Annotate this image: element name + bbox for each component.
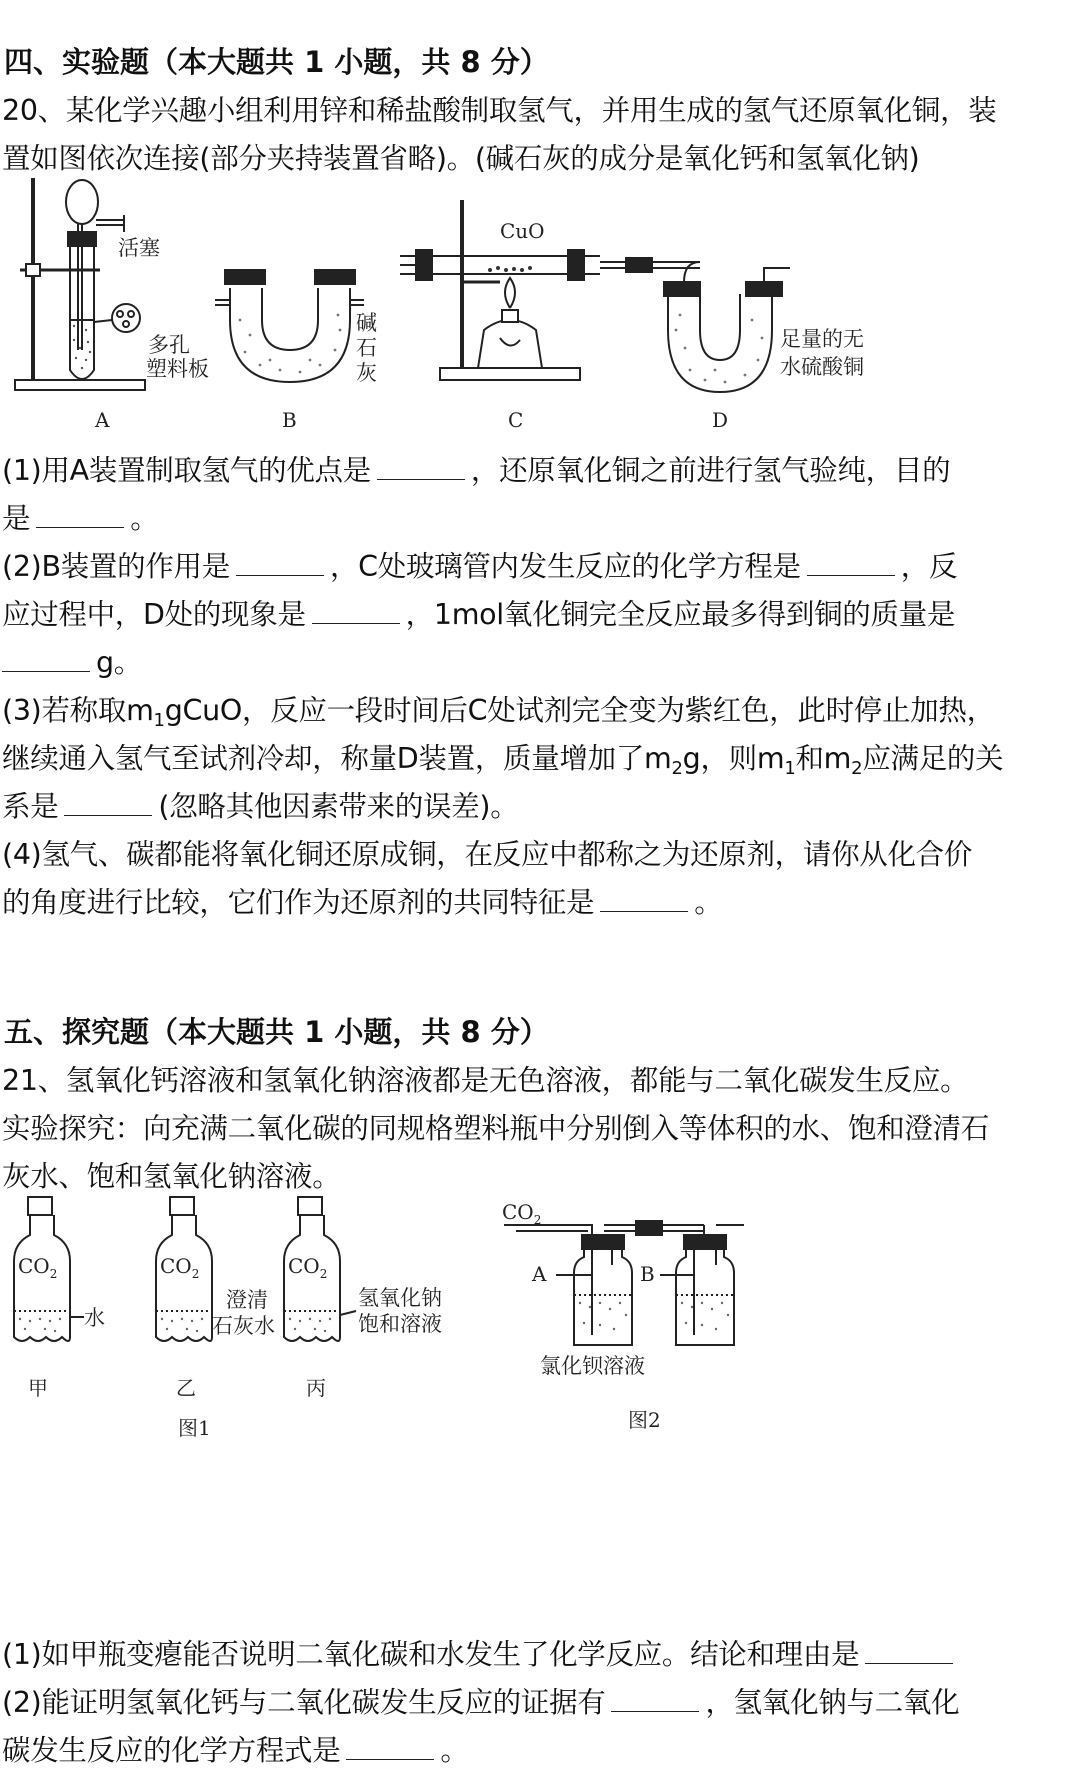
label-co2-yi: $CO_2$	[160, 1254, 200, 1281]
label-bottle-b: B	[640, 1262, 655, 1286]
label-bottle-a: A	[532, 1262, 547, 1286]
section-5-heading: 五、探究题（本大题共 1 小题，共 8 分）	[4, 1015, 549, 1049]
q20-stem-line-2: 置如图依次连接(部分夹持装置省略)。(碱石灰的成分是氧化钙和氢氧化钠)	[2, 142, 920, 175]
q21-stem-line-3: 灰水、饱和氢氧化钠溶液。	[2, 1160, 341, 1193]
label-yi: 乙	[176, 1376, 196, 1400]
answer-blank[interactable]	[312, 597, 400, 624]
label-qingyanghuana: 氢氧化钠	[358, 1286, 442, 1310]
label-shuisuan: 水硫酸铜	[780, 355, 864, 379]
q20-part3-line-3: 系是 (忽略其他因素带来的误差)。	[2, 790, 519, 823]
q21-stem-line-2: 实验探究：向充满二氧化碳的同规格塑料瓶中分别倒入等体积的水、饱和澄清石	[2, 1112, 990, 1145]
apparatus-b	[215, 270, 364, 382]
label-shihuishui: 石灰水	[212, 1314, 275, 1338]
label-jia: 甲	[28, 1376, 48, 1400]
label-baohe: 饱和溶液	[358, 1312, 442, 1336]
label-jian: 碱	[356, 311, 377, 335]
q20-part4-line-2: 的角度进行比较，它们作为还原剂的共同特征是 。	[2, 886, 723, 919]
label-zuliang: 足量的无	[780, 327, 864, 351]
label-lvhuabei: 氯化钡溶液	[540, 1354, 645, 1378]
q20-part1-line: (1)用A装置制取氢气的优点是 ，还原氧化铜之前进行氢气验纯，目的	[2, 454, 951, 487]
label-cuo: CuO	[500, 219, 545, 243]
label-b: B	[282, 408, 297, 432]
apparatus-a	[15, 178, 145, 390]
label-a: A	[95, 408, 110, 432]
q20-part2-line-2: 应过程中，D处的现象是 ，1mol氧化铜完全反应最多得到铜的质量是	[2, 598, 956, 631]
q21-part2-line-2: 碳发生反应的化学方程式是 。	[2, 1734, 469, 1767]
label-fig2: 图2	[628, 1408, 661, 1432]
answer-blank[interactable]	[346, 1733, 434, 1760]
q20-stem-line-1: 20、某化学兴趣小组利用锌和稀盐酸制取氢气，并用生成的氢气还原氧化铜，装	[2, 94, 997, 127]
apparatus-d	[664, 268, 790, 392]
q20-part4-line: (4)氢气、碳都能将氧化铜还原成铜，在反应中都称之为还原剂，请你从化合价	[2, 838, 973, 871]
label-duokong: 多孔	[148, 333, 190, 357]
label-co2-bing: $CO_2$	[288, 1254, 328, 1281]
q21-stem-line-1: 21、氢氧化钙溶液和氢氧化钠溶液都是无色溶液，都能与二氧化碳发生反应。	[2, 1064, 969, 1097]
q20-apparatus-figure	[0, 170, 1000, 440]
answer-blank[interactable]	[64, 789, 152, 816]
answer-blank[interactable]	[236, 549, 324, 576]
label-co2-jia: $CO_2$	[18, 1254, 58, 1281]
label-d: D	[712, 408, 729, 432]
q20-part3-line: (3)若称取$m_1gCuO$，反应一段时间后C处试剂完全变为紫红色，此时停止加热，	[2, 694, 995, 731]
answer-blank[interactable]	[865, 1637, 953, 1664]
section-4-heading: 四、实验题（本大题共 1 小题，共 8 分）	[4, 45, 549, 79]
q21-bottles-figure	[0, 1195, 1000, 1615]
label-co2-in: $CO_2$	[502, 1200, 542, 1227]
label-fig1: 图1	[178, 1416, 211, 1440]
q20-part2-line: (2)B装置的作用是 ，C处玻璃管内发生反应的化学方程是 ，反	[2, 550, 958, 583]
label-chengqing: 澄清	[226, 1288, 268, 1312]
q20-part1-line-2: 是 。	[2, 502, 159, 535]
label-c: C	[508, 408, 524, 432]
label-suliaoban: 塑料板	[146, 357, 209, 381]
label-bing: 丙	[306, 1376, 326, 1400]
label-hui: 灰	[356, 361, 377, 385]
answer-blank[interactable]	[36, 501, 124, 528]
answer-blank[interactable]	[611, 1685, 699, 1712]
q21-part2-line: (2)能证明氢氧化钙与二氧化碳发生反应的证据有 ，氢氧化钠与二氧化	[2, 1686, 960, 1719]
q21-part1-line: (1)如甲瓶变瘪能否说明二氧化碳和水发生了化学反应。结论和理由是	[2, 1632, 959, 1673]
answer-blank[interactable]	[2, 645, 90, 672]
q20-part2-line-3: g。	[2, 640, 142, 681]
answer-blank[interactable]	[377, 453, 465, 480]
label-shi: 石	[356, 336, 377, 360]
answer-blank[interactable]	[600, 885, 688, 912]
label-huosai: 活塞	[118, 236, 160, 260]
answer-blank[interactable]	[807, 549, 895, 576]
label-shui: 水	[84, 1306, 105, 1330]
q20-part3-line-2: 继续通入氢气至试剂冷却，称量D装置，质量增加了$m_2g$，则$m_1$和$m_2$应满足的关	[2, 742, 1004, 779]
